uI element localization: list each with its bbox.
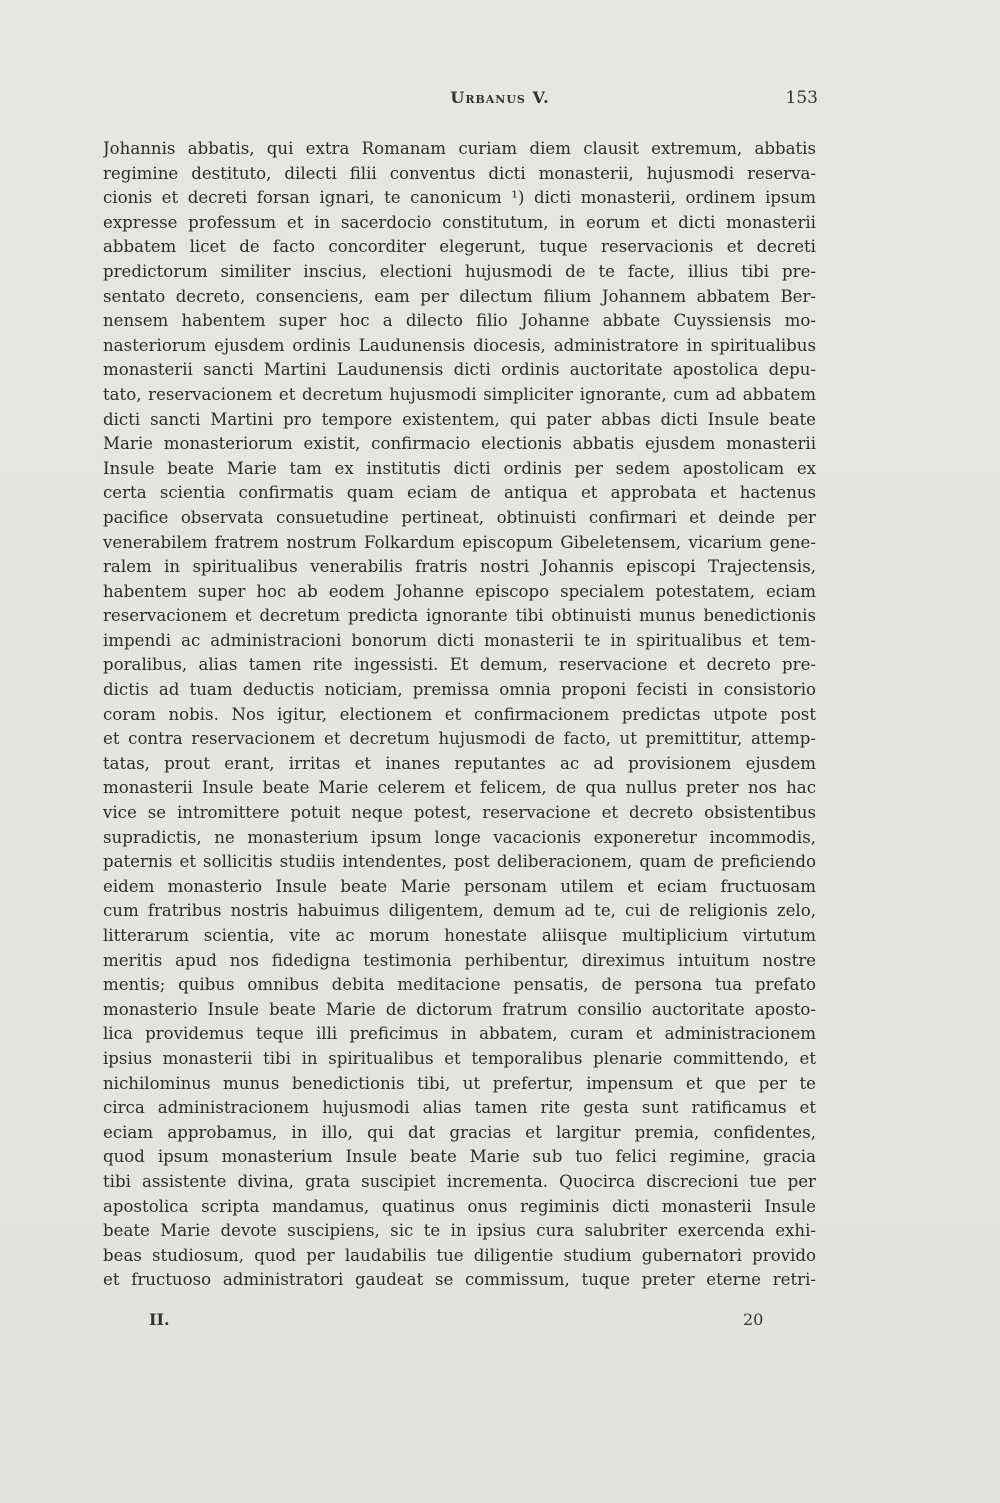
text-line: expresse professum et in sacerdocio constitutum, in eorum et dicti monasterii bbox=[103, 212, 816, 232]
signature-number: 20 bbox=[743, 1310, 764, 1329]
text-line: reservacionem et decretum predicta ignorante tibi obtinuisti munus benedictionis bbox=[103, 606, 816, 626]
text-line: lica providemus teque illi preficimus in abbatem, curam et administracionem bbox=[103, 1024, 816, 1044]
text-line: habentem super hoc ab eodem Johanne episcopo specialem potestatem, eciam bbox=[103, 581, 816, 601]
signature-mark: II. bbox=[149, 1310, 170, 1329]
text-line: et contra reservacionem et decretum hujusmodi de facto, ut premittitur, attemp- bbox=[103, 729, 816, 749]
text-line: ipsius monasterii tibi in spiritualibus et temporalibus plenarie committendo, et bbox=[103, 1048, 816, 1068]
text-line: monasterii sancti Martini Laudunensis dicti ordinis auctoritate apostolica depu- bbox=[103, 360, 816, 380]
text-line: eidem monasterio Insule beate Marie personam utilem et eciam fructuosam bbox=[103, 876, 816, 896]
text-line: litterarum scientia, vite ac morum honestate aliisque multiplicium virtutum bbox=[103, 926, 816, 945]
text-line: coram nobis. Nos igitur, electionem et confirmacionem predictas utpote post bbox=[103, 704, 816, 724]
text-line: supradictis, ne monasterium ipsum longe vacacionis exponeretur incommodis, bbox=[103, 827, 816, 847]
text-line: certa scientia confirmatis quam eciam de antiqua et approbata et hactenus bbox=[103, 483, 816, 503]
text-line: beate Marie devote suscipiens, sic te in ipsius cura salubriter exercenda exhi- bbox=[103, 1221, 816, 1241]
text-line: monasterio Insule beate Marie de dictorum fratrum consilio auctoritate aposto- bbox=[103, 999, 816, 1019]
text-line: ralem in spiritualibus venerabilis fratris nostri Johannis episcopi Trajectensis, bbox=[103, 557, 816, 577]
page-number: 153 bbox=[785, 88, 818, 108]
text-line: nensem habentem super hoc a dilecto filio Johanne abbate Cuyssiensis mo- bbox=[103, 311, 816, 331]
text-line: nichilominus munus benedictionis tibi, ut prefertur, impensum et que per te bbox=[103, 1073, 816, 1093]
text-line: poralibus, alias tamen rite ingessisti. Et demum, reservacione et decreto pre- bbox=[103, 655, 816, 675]
text-line: cionis et decreti forsan ignari, te canonicum ¹) dicti monasterii, ordinem ipsum bbox=[103, 188, 816, 208]
text-line: apostolica scripta mandamus, quatinus onus regiminis dicti monasterii Insule bbox=[103, 1196, 816, 1216]
running-title: Urbanus V. bbox=[450, 88, 550, 107]
text-line: tato, reservacionem et decretum hujusmodi simpliciter ignorante, cum ad abbatem bbox=[103, 384, 816, 404]
text-line: tibi assistente divina, grata suscipiet incrementa. Quocirca discrecioni tue per bbox=[103, 1171, 816, 1191]
text-line: meritis apud nos fidedigna testimonia perhibentur, direximus intuitum nostre bbox=[103, 950, 816, 970]
text-line: Insule beate Marie tam ex institutis dicti ordinis per sedem apostolicam ex bbox=[103, 458, 816, 478]
text-line: sentato decreto, consenciens, eam per dilectum filium Johannem abbatem Ber- bbox=[103, 286, 816, 306]
text-line: regimine destituto, dilecti filii conventus dicti monasterii, hujusmodi reserva- bbox=[103, 163, 816, 183]
text-line: paternis et sollicitis studiis intendentes, post deliberacionem, quam de preficiendo bbox=[103, 852, 816, 872]
text-line: cum fratribus nostris habuimus diligentem, demum ad te, cui de religionis zelo, bbox=[103, 901, 816, 921]
text-line: mentis; quibus omnibus debita meditacione pensatis, de persona tua prefato bbox=[103, 975, 816, 995]
text-line: beas studiosum, quod per laudabilis tue diligentie studium gubernatori provido bbox=[103, 1245, 816, 1265]
text-line: Johannis abbatis, qui extra Romanam curiam diem clausit extremum, abbatis bbox=[103, 139, 816, 158]
text-line: eciam approbamus, in illo, qui dat gracias et largitur premia, confidentes, bbox=[103, 1122, 816, 1142]
text-line: vice se intromittere potuit neque potest, reservacione et decreto obsistentibus bbox=[103, 803, 816, 823]
text-line: dictis ad tuam deductis noticiam, premissa omnia proponi fecisti in consistorio bbox=[103, 680, 816, 700]
text-line: monasterii Insule beate Marie celerem et felicem, de qua nullus preter nos hac bbox=[103, 778, 816, 798]
text-line: predictorum similiter inscius, electioni hujusmodi de te facte, illius tibi pre- bbox=[103, 261, 816, 281]
text-line: et fructuoso administratori gaudeat se commissum, tuque preter eterne retri- bbox=[103, 1270, 816, 1290]
text-line: pacifice observata consuetudine pertineat, obtinuisti confirmari et deinde per bbox=[103, 507, 816, 527]
text-line: tatas, prout erant, irritas et inanes reputantes ac ad provisionem ejusdem bbox=[103, 753, 816, 773]
text-line: quod ipsum monasterium Insule beate Marie sub tuo felici regimine, gracia bbox=[103, 1147, 816, 1167]
body-text bbox=[103, 137, 816, 1293]
text-line: impendi ac administracioni bonorum dicti monasterii te in spiritualibus et tem- bbox=[103, 630, 816, 650]
text-line: Marie monasteriorum existit, confirmacio electionis abbatis ejusdem monasterii bbox=[103, 434, 816, 454]
text-line: nasteriorum ejusdem ordinis Laudunensis diocesis, administratore in spiritualibus bbox=[103, 335, 816, 355]
text-line: dicti sancti Martini pro tempore existentem, qui pater abbas dicti Insule beate bbox=[103, 409, 816, 429]
text-line: abbatem licet de facto concorditer elegerunt, tuque reservacionis et decreti bbox=[103, 237, 816, 257]
text-line: venerabilem fratrem nostrum Folkardum episcopum Gibeletensem, vicarium gene- bbox=[103, 532, 816, 552]
text-line: circa administracionem hujusmodi alias tamen rite gesta sunt ratificamus et bbox=[103, 1098, 816, 1118]
